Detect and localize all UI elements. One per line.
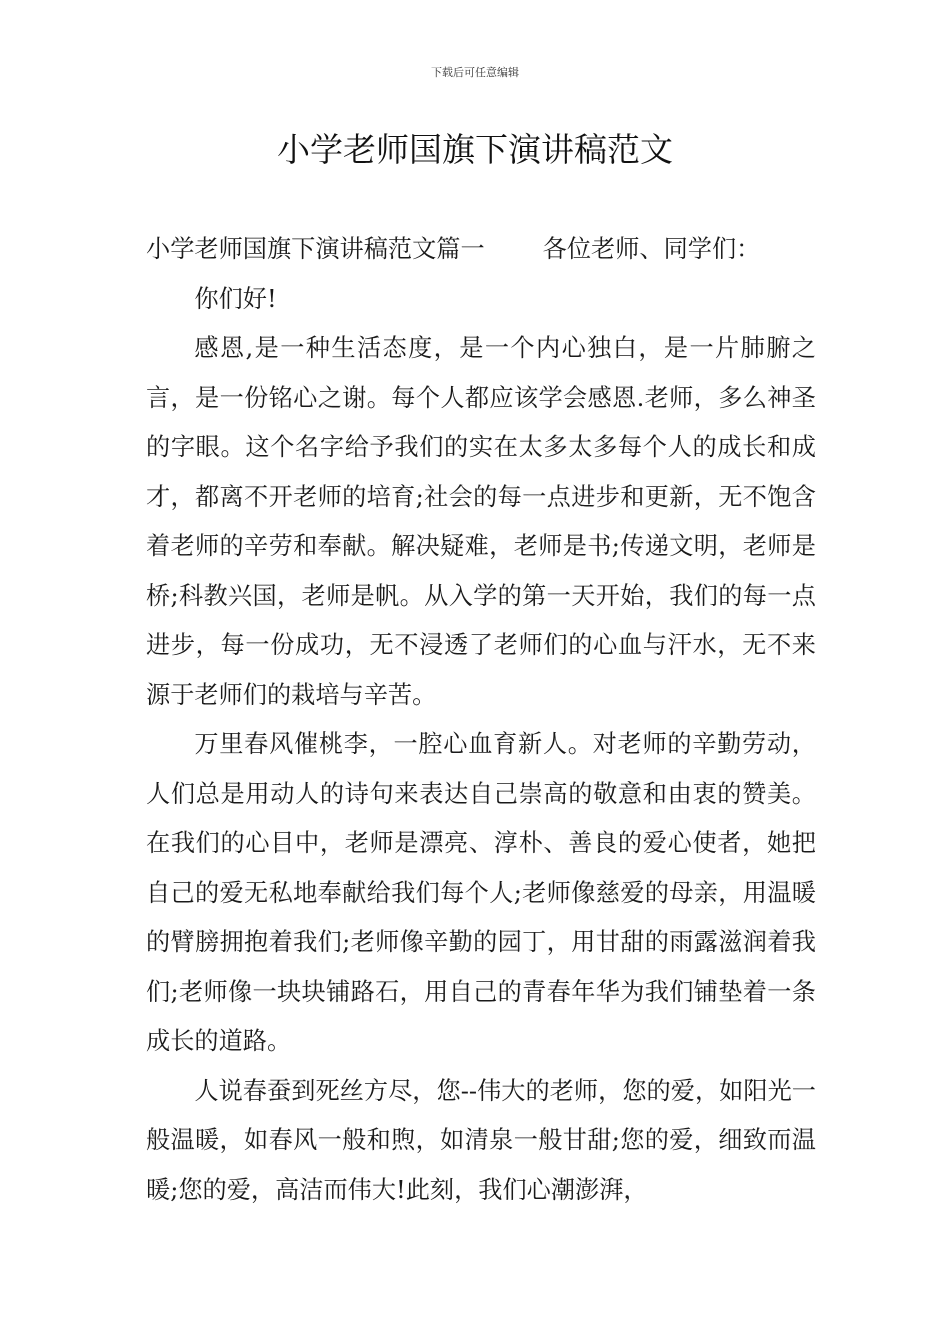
intro-line	[146, 225, 816, 275]
paragraph-silkworm: 人说春蚕到死丝方尽，您--伟大的老师，您的爱，如阳光一般温暖，如春风一般和煦，如清泉一般甘甜;您的爱，细致而温暖;您的爱，高洁而伟大!此刻，我们心潮澎湃，	[146, 1076, 816, 1204]
document-body	[146, 225, 816, 1215]
section-heading: 小学老师国旗下演讲稿范文篇一	[146, 235, 485, 263]
paragraph-gratitude: 感恩,是一种生活态度，是一个内心独白，是一片肺腑之言，是一份铭心之谢。每个人都应该学会感恩.老师，多么神圣的字眼。这个名字给予我们的实在太多太多每个人的成长和成才，都离不开老师的培育;社会的每一点进步和更新，无不饱含着老师的辛劳和奉献。解决疑难，老师是书;传递文明，老师是桥;科教兴国，老师是帆。从入学的第一天开始，我们的每一点进步，每一份成功，无不浸透了老师们的心血与汗水，无不来源于老师们的栽培与辛苦。	[146, 334, 816, 709]
document-title: 小学老师国旗下演讲稿范文	[277, 130, 673, 169]
paragraph-greeting: 你们好!	[194, 284, 277, 313]
paragraph-spring-breeze: 万里春风催桃李，一腔心血育新人。对老师的辛勤劳动，人们总是用动人的诗句来表达自己崇高的敬意和由衷的赞美。在我们的心目中，老师是漂亮、淳朴、善良的爱心使者，她把自己的爱无私地奉献给我们每个人;老师像慈爱的母亲，用温暖的臂膀拥抱着我们;老师像辛勤的园丁，用甘甜的雨露滋润着我们;老师像一块块铺路石，用自己的青春年华为我们铺垫着一条成长的道路。	[146, 730, 816, 1055]
salutation: 各位老师、同学们：	[542, 235, 761, 263]
page-header-note: 下载后可任意编辑	[431, 66, 519, 79]
